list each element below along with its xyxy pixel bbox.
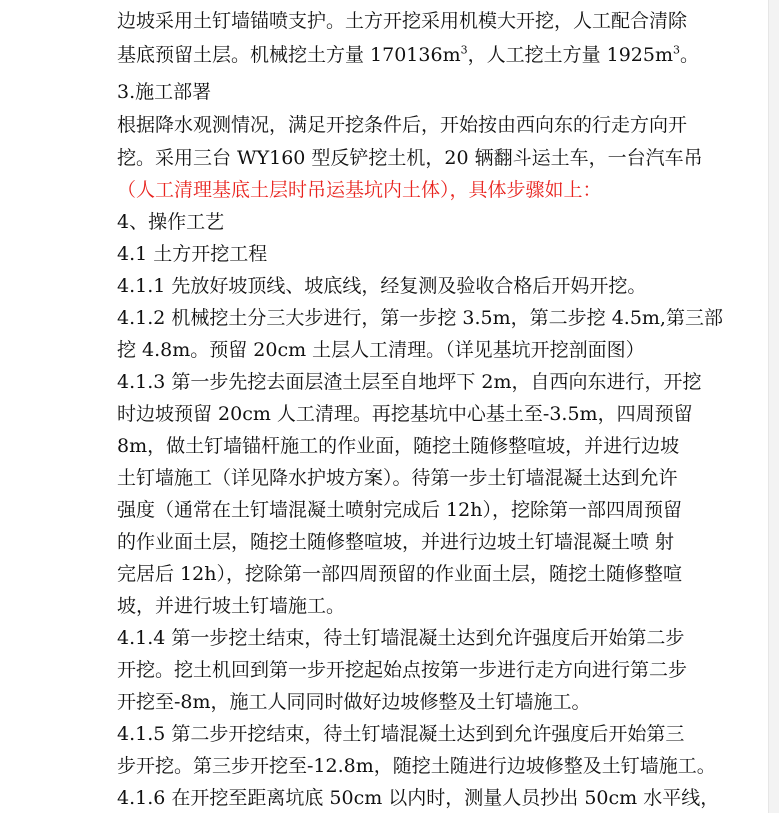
text-line-4: 根据降水观测情况，满足开挖条件后，开始按由西向东的行走方向开 <box>117 114 688 136</box>
text-line-25: 4.1.6 在开挖至距离坑底 50cm 以内时，测量人员抄出 50cm 水平线， <box>117 787 720 809</box>
text-line-22: 开挖至-8m，施工人同同时做好边坡修整及土钉墙施工。 <box>117 691 591 713</box>
text-line-9: 4.1.1 先放好坡顶线、坡底线，经复测及验收合格后开妈开挖。 <box>117 275 647 297</box>
text-line-10: 4.1.2 机械挖土分三大步进行，第一步挖 3.5m，第二步挖 4.5m,第三部 <box>117 307 723 329</box>
text-line-14: 8m，做土钉墙锚杆施工的作业面，随挖土随修整喧坡，并进行边坡 <box>117 435 680 457</box>
text-line-11: 挖 4.8m。预留 20cm 土层人工清理。（详见基坑开挖剖面图） <box>117 339 645 361</box>
superscript: 3 <box>460 43 468 57</box>
text-line-17: 的作业面土层，随挖土随修整喧坡，并进行边坡土钉墙混凝土喷 射 <box>117 531 675 553</box>
text-line-5: 挖。采用三台 WY160 型反铲挖土机，20 辆翻斗运土车，一台汽车吊 <box>117 147 703 169</box>
text-line-20: 4.1.4 第一步挖土结束，待土钉墙混凝土达到允许强度后开始第二步 <box>117 627 685 649</box>
text-line-24: 步开挖。第三步开挖至-12.8m，随挖土随进行边坡修整及土钉墙施工。 <box>117 755 716 777</box>
highlighted-text-line: （人工清理基底土层时吊运基坑内土体），具体步骤如上： <box>117 179 602 201</box>
scrollbar-track[interactable] <box>768 0 779 813</box>
text-line-21: 开挖。挖土机回到第一步开挖起始点按第一步进行走方向进行第二步 <box>117 659 688 681</box>
text-line-23: 4.1.5 第二步开挖结束，待土钉墙混凝土达到到允许强度后开始第三 <box>117 723 685 745</box>
text-segment: 基底预留土层。机械挖土方量 170136m <box>117 44 461 66</box>
text-line-18: 完居后 12h），挖除第一部四周预留的作业面土层，随挖土随修整喧 <box>117 563 682 585</box>
text-line-16: 强度（通常在土钉墙混凝土喷射完成后 12h），挖除第一部四周预留 <box>117 499 682 521</box>
text-segment: ，人工挖土方量 1925m <box>467 44 674 66</box>
subsection-heading-4-1: 4.1 土方开挖工程 <box>117 243 268 265</box>
text-line-1: 边坡采用土钉墙锚喷支护。土方开挖采用机模大开挖，人工配合清除 <box>117 10 688 32</box>
superscript: 3 <box>673 43 681 57</box>
section-heading-4: 4、操作工艺 <box>117 211 225 233</box>
text-segment: 。 <box>680 44 700 66</box>
text-line-13: 时边坡预留 20cm 人工清理。再挖基坑中心基土至-3.5m，四周预留 <box>117 403 693 425</box>
section-heading-3: 3.施工部署 <box>117 81 212 103</box>
text-line-19: 坡，并进行坡土钉墙施工。 <box>117 595 346 617</box>
text-line-15: 土钉墙施工（详见降水护坡方案）。待第一步土钉墙混凝土达到允许 <box>117 467 678 489</box>
text-line-2 <box>117 43 699 67</box>
text-line-12: 4.1.3 第一步先挖去面层渣土层至自地坪下 2m，自西向东进行，开挖 <box>117 371 702 393</box>
